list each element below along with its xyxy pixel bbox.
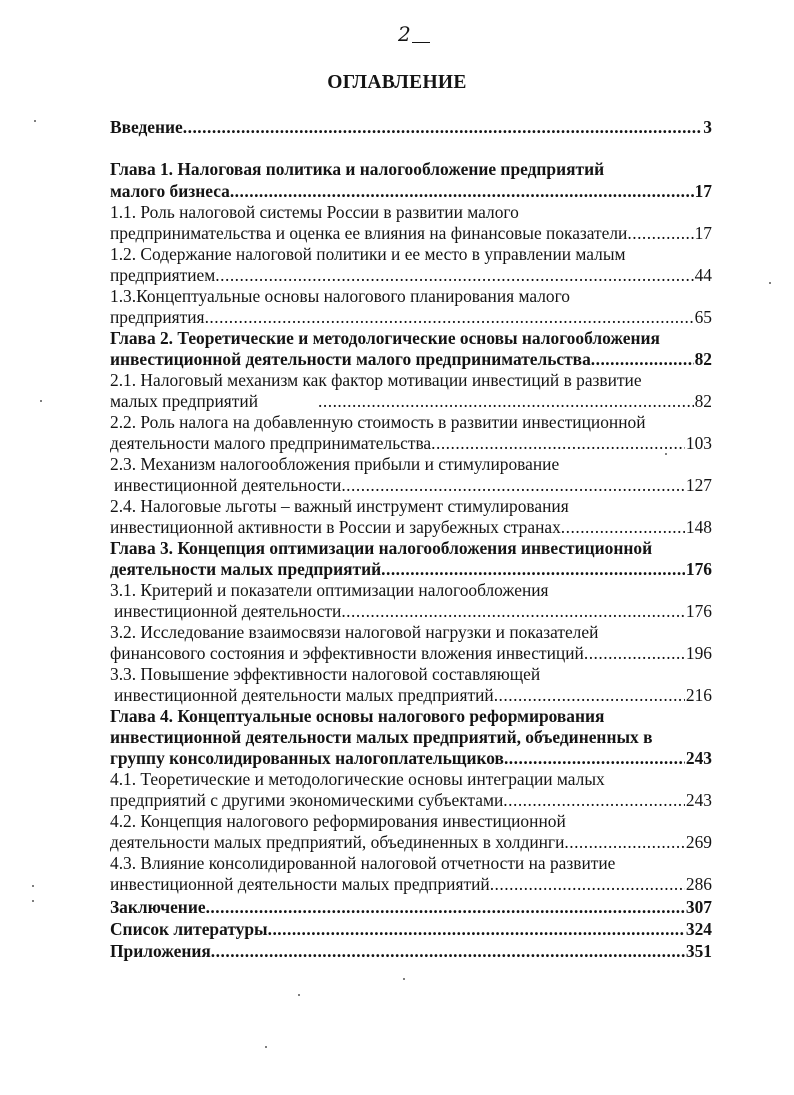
toc-entry-title: деятельности малого предпринимательства: [110, 433, 432, 453]
toc-entry-section-3-1-cont[interactable]: [110, 600, 712, 622]
scan-speck: [769, 282, 771, 284]
toc-entry-title: инвестиционной деятельности малых предприятий: [114, 685, 494, 705]
toc-page-number: 286: [685, 874, 712, 894]
dot-leader: [591, 348, 694, 370]
dot-leader: [183, 116, 703, 138]
toc-entry-section-2-1-cont[interactable]: [110, 390, 712, 412]
scan-speck: [34, 120, 36, 122]
toc-page-number: 103: [685, 433, 712, 453]
dot-leader: [431, 432, 685, 454]
toc-entry-section-2-1[interactable]: 2.1. Налоговый механизм как фактор мотивации инвестиций в развитие: [110, 370, 642, 390]
toc-page-number: 44: [694, 265, 712, 285]
dot-leader: [584, 642, 685, 664]
toc-page-number: 65: [694, 307, 712, 327]
toc-page-number: 351: [685, 941, 712, 961]
toc-entry-title: Приложения: [110, 941, 211, 961]
toc-entry-chapter-2-cont[interactable]: [110, 348, 712, 370]
toc-entry-section-1-1-cont[interactable]: [110, 222, 712, 244]
toc-page-number: 3: [703, 117, 712, 137]
toc-entry-title: предпринимательства и оценка ее влияния на финансовые показатели: [110, 223, 628, 243]
toc-page-number: 216: [685, 685, 712, 705]
toc-entry-chapter-4-cont[interactable]: инвестиционной деятельности малых предприятий, объединенных в: [110, 727, 653, 747]
toc-page-number: 176: [685, 559, 712, 579]
dot-leader: [564, 831, 685, 853]
toc-entry-section-1-3-cont[interactable]: [110, 306, 712, 328]
dot-leader: [230, 180, 694, 202]
toc-entry-title: инвестиционной деятельности малого предпринимательства: [110, 349, 591, 369]
dot-leader: [268, 918, 685, 940]
toc-entry-chapter-4-cont-2[interactable]: [110, 747, 712, 769]
toc-entry-references[interactable]: [110, 918, 712, 940]
dot-leader: [206, 896, 685, 918]
toc-page-number: 148: [685, 517, 712, 537]
toc-entry-section-2-3-cont[interactable]: [110, 474, 712, 496]
toc-page-number: 17: [694, 223, 712, 243]
dot-leader: [504, 747, 685, 769]
toc-page-number: 176: [685, 601, 712, 621]
toc-entry-section-3-3[interactable]: 3.3. Повышение эффективности налоговой составляющей: [110, 664, 541, 684]
toc-entry-chapter-2[interactable]: Глава 2. Теоретические и методологические основы налогообложения: [110, 328, 660, 348]
toc-entry-section-4-1[interactable]: 4.1. Теоретические и методологические основы интеграции малых: [110, 769, 605, 789]
toc-entry-section-3-2-cont[interactable]: [110, 642, 712, 664]
toc-entry-section-3-2[interactable]: 3.2. Исследование взаимосвязи налоговой нагрузки и показателей: [110, 622, 599, 642]
toc-entry-section-1-3[interactable]: 1.3.Концептуальные основы налогового планирования малого: [110, 286, 570, 306]
dot-leader: [627, 222, 693, 244]
toc-entry-section-4-3-cont[interactable]: [110, 873, 712, 895]
toc-entry-title: Заключение: [110, 897, 206, 917]
dot-leader: [561, 516, 685, 538]
toc-entry-section-1-1[interactable]: 1.1. Роль налоговой системы России в развитии малого: [110, 202, 519, 222]
toc-entry-section-3-3-cont[interactable]: [110, 684, 712, 706]
toc-entry-title: предприятий с другими экономическими субъектами: [110, 790, 504, 810]
dot-leader: [341, 474, 685, 496]
toc-entry-chapter-3-cont[interactable]: [110, 558, 712, 580]
dot-leader: [211, 940, 685, 962]
toc-entry-title: малого бизнеса: [110, 181, 230, 201]
toc-page-number: 269: [685, 832, 712, 852]
toc-entry-section-2-2[interactable]: 2.2. Роль налога на добавленную стоимость в развитии инвестиционной: [110, 412, 646, 432]
toc-page-number: 324: [685, 919, 712, 939]
page-title: ОГЛАВЛЕНИЕ: [327, 72, 467, 93]
toc-entry-appendices[interactable]: [110, 940, 712, 962]
toc-entry-title: деятельности малых предприятий: [110, 559, 382, 579]
toc-entry-section-4-2[interactable]: 4.2. Концепция налогового реформирования инвестиционной: [110, 811, 566, 831]
toc-entry-section-4-3[interactable]: 4.3. Влияние консолидированной налоговой отчетности на развитие: [110, 853, 616, 873]
toc-page-number: 243: [685, 790, 712, 810]
scan-speck: [40, 400, 42, 402]
scan-speck: [265, 1046, 267, 1048]
toc-entry-section-2-3[interactable]: 2.3. Механизм налогообложения прибыли и стимулирование: [110, 454, 560, 474]
toc-entry-title: Введение: [110, 117, 183, 137]
toc-entry-section-1-2[interactable]: 1.2. Содержание налоговой политики и ее место в управлении малым: [110, 244, 626, 264]
toc-entry-title: группу консолидированных налогоплательщиков: [110, 748, 504, 768]
toc-entry-chapter-4[interactable]: Глава 4. Концептуальные основы налогового реформирования: [110, 706, 605, 726]
dot-leader: [381, 558, 685, 580]
toc-entry-section-2-2-cont[interactable]: [110, 432, 712, 454]
toc-page-number: 243: [685, 748, 712, 768]
page-number: 2: [398, 22, 411, 46]
dot-leader: [490, 873, 685, 895]
page-number-underline: [412, 42, 430, 43]
toc-entry-section-1-2-cont[interactable]: [110, 264, 712, 286]
toc-entry-title: предприятия: [110, 307, 205, 327]
toc-page-number: 307: [685, 897, 712, 917]
scan-speck: [403, 978, 405, 980]
toc-page-number: 82: [694, 391, 712, 411]
toc-entry-title: малых предприятий: [110, 391, 259, 411]
toc-entry-chapter-1[interactable]: Глава 1. Налоговая политика и налогообложение предприятий: [110, 159, 605, 179]
toc-entry-section-4-1-cont[interactable]: [110, 789, 712, 811]
dot-leader: [341, 600, 685, 622]
scan-speck: [665, 453, 667, 455]
dot-leader: [503, 789, 685, 811]
dot-leader: [205, 306, 694, 328]
toc-entry-title: финансового состояния и эффективности вложения инвестиций: [110, 643, 584, 663]
dot-leader: [258, 390, 694, 412]
toc-page-number: 127: [685, 475, 712, 495]
toc-entry-section-4-2-cont[interactable]: [110, 831, 712, 853]
scan-speck: [32, 900, 34, 902]
toc-entry-title: инвестиционной деятельности: [114, 601, 342, 621]
toc-entry-title: предприятием: [110, 265, 216, 285]
toc-entry-section-2-4[interactable]: 2.4. Налоговые льготы – важный инструмент стимулирования: [110, 496, 569, 516]
scan-speck: [298, 994, 300, 996]
toc-page-number: 196: [685, 643, 712, 663]
toc-entry-section-2-4-cont[interactable]: [110, 516, 712, 538]
toc-entry-conclusion[interactable]: [110, 896, 712, 918]
toc-entry-title: Список литературы: [110, 919, 268, 939]
toc-entry-title: инвестиционной деятельности: [114, 475, 342, 495]
toc-page-number: 82: [694, 349, 712, 369]
toc-entry-section-3-1[interactable]: 3.1. Критерий и показатели оптимизации налогообложения: [110, 580, 549, 600]
toc-entry-title: деятельности малых предприятий, объединенных в холдинги: [110, 832, 565, 852]
scan-speck: [32, 885, 34, 887]
toc-entry-title: инвестиционной активности в России и зарубежных странах: [110, 517, 561, 537]
toc-entry-introduction[interactable]: [110, 116, 712, 138]
dot-leader: [215, 264, 693, 286]
toc-page-number: 17: [694, 181, 712, 201]
dot-leader: [494, 684, 685, 706]
toc-entry-title: инвестиционной деятельности малых предприятий: [110, 874, 490, 894]
toc-entry-chapter-1-cont[interactable]: [110, 180, 712, 202]
toc-entry-chapter-3[interactable]: Глава 3. Концепция оптимизации налогообложения инвестиционной: [110, 538, 653, 558]
